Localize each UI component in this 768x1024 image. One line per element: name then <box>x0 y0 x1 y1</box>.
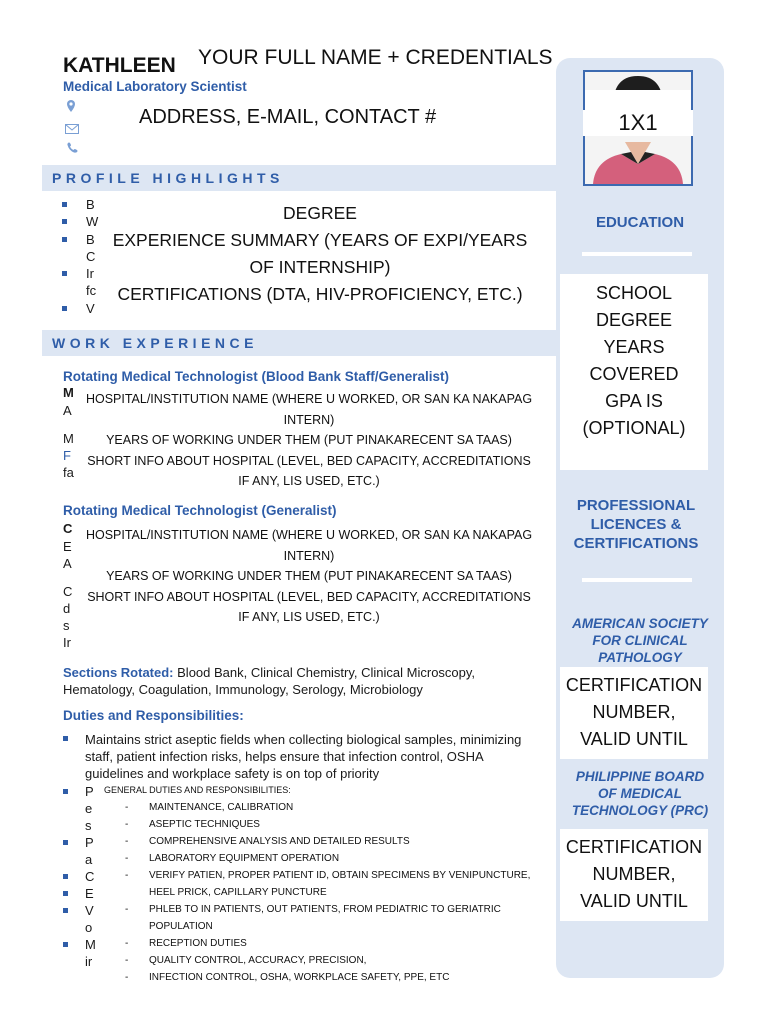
bullet <box>63 874 68 879</box>
peek-text: A <box>63 403 72 418</box>
education-line: DEGREE <box>595 310 673 330</box>
education-line: GPA IS <box>605 391 663 411</box>
peek-text: s <box>85 818 92 833</box>
general-item: RECEPTION DUTIES <box>149 938 247 949</box>
cert-line: NUMBER, <box>592 864 676 884</box>
bullet <box>63 908 68 913</box>
peek-text: Ir <box>86 266 94 281</box>
cert-line: CERTIFICATION <box>565 675 703 695</box>
peek-text: C <box>63 521 73 536</box>
sections-text: Hematology, Coagulation, Immunology, Serology, Microbiology <box>63 682 423 697</box>
general-item: INFECTION CONTROL, OSHA, WORKPLACE SAFETY, PPE, ETC <box>149 972 450 983</box>
peek-text: P <box>85 835 94 850</box>
bullet <box>62 219 67 224</box>
licences-heading: PROFESSIONAL LICENCES & CERTIFICATIONS <box>573 497 699 552</box>
general-item: HEEL PRICK, CAPILLARY PUNCTURE <box>149 887 327 898</box>
general-item: PHLEB TO IN PATIENTS, OUT PATIENTS, FROM PEDIATRIC TO GERIATRIC <box>149 904 501 915</box>
overlay-line: YEARS OF WORKING UNDER THEM (PUT PINAKARECENT SA TAAS) <box>106 569 512 583</box>
peek-text: fc <box>86 283 97 298</box>
work-heading: WORK EXPERIENCE <box>42 330 556 356</box>
education-box <box>560 274 708 470</box>
general-item: ASEPTIC TECHNIQUES <box>149 819 260 830</box>
education-line: SCHOOL <box>595 283 673 303</box>
peek-text: A <box>63 556 72 571</box>
peek-text: d <box>63 601 71 616</box>
general-item: MAINTENANCE, CALIBRATION <box>149 802 294 813</box>
overlay-name: YOUR FULL NAME + CREDENTIALS <box>198 46 553 69</box>
peek-text: C <box>86 249 96 264</box>
peek-text: V <box>86 301 95 316</box>
cert-line: CERTIFICATION <box>565 837 703 857</box>
location-pin-icon <box>66 99 76 117</box>
peek-text: C <box>85 869 95 884</box>
cert2-org: PHILIPPINE BOARD OF MEDICAL TECHNOLOGY (PRC) <box>571 769 709 818</box>
bullet <box>63 942 68 947</box>
bullet <box>63 736 68 741</box>
duty-line: guidelines and workplace safety is on top of priority <box>85 766 380 781</box>
bullet <box>63 891 68 896</box>
duty-first <box>85 731 550 782</box>
duty-line: Maintains strict aseptic fields when collecting biological samples, minimizing <box>85 732 522 747</box>
peek-text: W <box>86 214 99 229</box>
peek-text: ir <box>85 954 93 969</box>
overlay-contact: ADDRESS, E-MAIL, CONTACT # <box>139 106 437 128</box>
peek-text: B <box>86 232 95 247</box>
overlay-line: YEARS OF WORKING UNDER THEM (PUT PINAKARECENT SA TAAS) <box>106 433 512 447</box>
education-line: COVERED <box>589 364 679 384</box>
divider <box>582 578 692 582</box>
bullet <box>63 789 68 794</box>
first-name: KATHLEEN <box>63 54 176 77</box>
sections-text: Blood Bank, Clinical Chemistry, Clinical Microscopy, <box>177 665 476 680</box>
peek-text: Ir <box>63 635 71 650</box>
cert1-box <box>560 667 708 759</box>
general-item: COMPREHENSIVE ANALYSIS AND DETAILED RESULTS <box>149 836 410 847</box>
sections-label: Sections Rotated: <box>63 665 174 680</box>
peek-text: e <box>85 801 93 816</box>
profile-overlay <box>100 200 540 308</box>
overlay-line: SHORT INFO ABOUT HOSPITAL (LEVEL, BED CAPACITY, ACCREDITATIONS IF ANY, LIS USED, ETC.) <box>87 453 531 488</box>
duty-peek <box>63 783 96 983</box>
cert1-org: AMERICAN SOCIETY FOR CLINICAL PATHOLOGY <box>572 616 708 665</box>
general-duties: GENERAL DUTIES AND RESPONSIBILITIES: - MAINTENANCE, CALIBRATION - ASEPTIC TECHNIQUES - COMPREHENSIVE ANALYSIS AND DETAILED RESULTS - LABORATORY EQUIPMENT OPERATION - VERIFY PATIEN, PROPER PATIENT ID, OBTAIN SPECIMENS BY VENIPUNCTURE, HEEL PRICK, CAPILLARY PUNCTURE - PHLEB TO IN PATIENTS, OUT PATIENTS, FROM PEDIATRIC TO GERIATRIC POPULATION - RECEPTION DUTIES - QUALITY CONTROL, ACCURACY, PRECISION, - INFECTION CONTROL, OSHA, WORKPLACE SAFETY, PPE, ETC <box>100 782 545 986</box>
job-title: Medical Laboratory Scientist <box>63 79 247 94</box>
peek-text: fa <box>63 465 74 480</box>
bullet <box>62 237 67 242</box>
peek-text: C <box>63 584 73 599</box>
peek-text: P <box>85 784 94 799</box>
profile-heading: PROFILE HIGHLIGHTS <box>42 165 556 191</box>
overlay-line: CERTIFICATIONS (DTA, HIV-PROFICIENCY, ETC.) <box>117 284 523 304</box>
peek-text: M <box>63 431 74 446</box>
overlay-line: HOSPITAL/INSTITUTION NAME (WHERE U WORKED, OR SAN KA NAKAPAG INTERN) <box>85 392 533 427</box>
peek-text: a <box>85 852 93 867</box>
overlay-line: HOSPITAL/INSTITUTION NAME (WHERE U WORKED, OR SAN KA NAKAPAG INTERN) <box>85 528 533 563</box>
peek-text: E <box>63 539 72 554</box>
peek-text: M <box>85 937 96 952</box>
education-line: (OPTIONAL) <box>582 418 686 438</box>
peek-text: s <box>63 618 70 633</box>
general-item: LABORATORY EQUIPMENT OPERATION <box>149 853 340 864</box>
phone-icon <box>67 140 78 158</box>
divider <box>582 252 692 256</box>
peek-text: E <box>85 886 94 901</box>
sections-rotated <box>63 664 553 698</box>
bullet <box>62 306 67 311</box>
job-overlay <box>80 389 538 492</box>
general-item: POPULATION <box>149 921 213 932</box>
duties-heading: Duties and Responsibilities: <box>63 708 244 723</box>
overlay-line: DEGREE <box>283 203 357 223</box>
job-role: Rotating Medical Technologist (Blood Bank Staff/Generalist) <box>63 369 450 384</box>
peek-text: B <box>86 197 95 212</box>
general-item: VERIFY PATIEN, PROPER PATIENT ID, OBTAIN SPECIMENS BY VENIPUNCTURE, <box>149 870 531 881</box>
duty-line: staff, patient infection risks, helps ensure that infection control, OSHA <box>85 749 484 764</box>
job-peek: M A M F fa <box>63 385 74 480</box>
peek-text: o <box>85 920 93 935</box>
bullet <box>62 202 67 207</box>
education-line: YEARS <box>603 337 665 357</box>
general-item: QUALITY CONTROL, ACCURACY, PRECISION, <box>149 955 367 966</box>
general-heading: GENERAL DUTIES AND RESPONSIBILITIES: <box>104 785 291 795</box>
overlay-line: EXPERIENCE SUMMARY (YEARS OF EXPI/YEARS OF INTERNSHIP) <box>112 230 528 277</box>
cert-line: VALID UNTIL <box>580 891 688 911</box>
peek-text: V <box>85 903 94 918</box>
overlay-line: SHORT INFO ABOUT HOSPITAL (LEVEL, BED CAPACITY, ACCREDITATIONS IF ANY, LIS USED, ETC.) <box>87 589 531 624</box>
cert-line: NUMBER, <box>592 702 676 722</box>
peek-text: F <box>63 448 71 463</box>
job-role: Rotating Medical Technologist (Generalist) <box>63 503 337 518</box>
education-heading: EDUCATION <box>595 214 685 231</box>
bullet <box>63 840 68 845</box>
bullet <box>62 271 67 276</box>
cert2-box <box>560 829 708 921</box>
mail-icon <box>65 121 79 139</box>
cert-line: VALID UNTIL <box>580 729 688 749</box>
photo-label: 1X1 <box>583 110 693 136</box>
job-overlay <box>80 525 538 628</box>
